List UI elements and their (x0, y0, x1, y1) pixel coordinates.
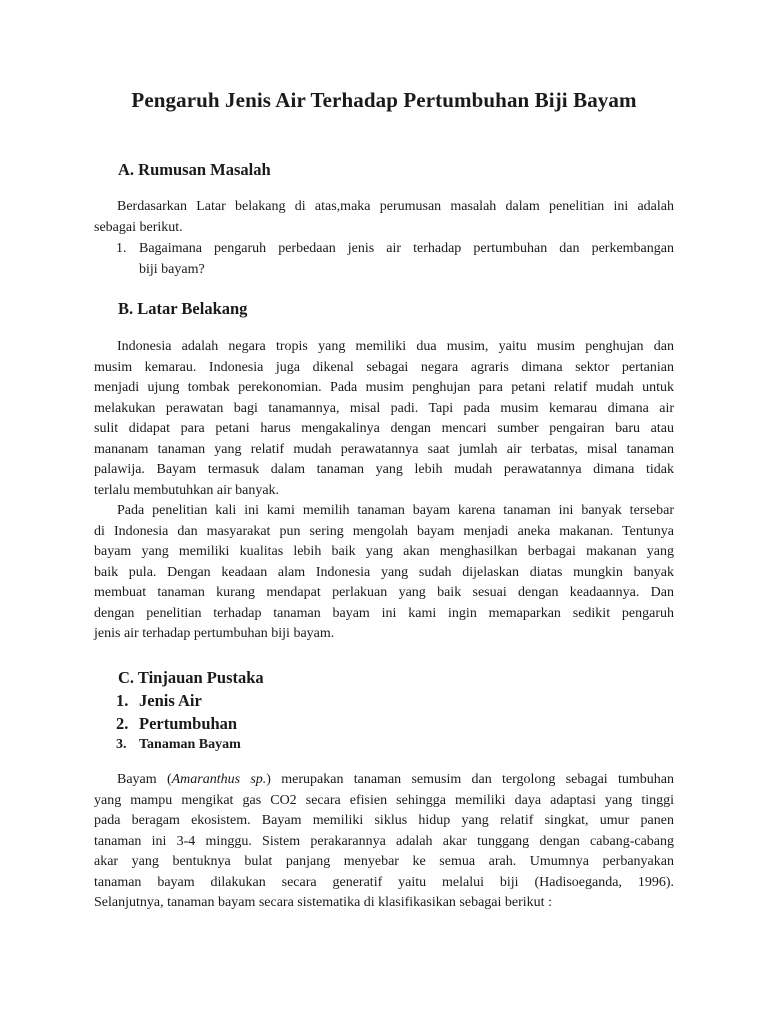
section-a-intro (94, 197, 674, 238)
paragraph-line: di Indonesia dan masyarakat pun sering mengolah bayam menjadi aneka makanan. Tentunya (94, 523, 674, 539)
paragraph-line: musim kemarau. Indonesia juga dikenal sebagai negara agraris dimana sektor pertanian (94, 359, 674, 375)
subsection-pertumbuhan (116, 714, 237, 734)
paragraph-line: baik pula. Dengan keadaan alam Indonesia yang sudah dijelaskan diatas mungkin banyak (94, 564, 674, 580)
paragraph-line: jenis air terhadap pertumbuhan biji bayam. (94, 626, 335, 641)
subsection-label: Pertumbuhan (139, 714, 238, 733)
subsection-number: 2. (116, 714, 129, 733)
list-item-number: 1. (116, 241, 127, 256)
paragraph-line: Pada penelitian kali ini kami memilih tanaman bayam karena tanaman ini banyak tersebar (117, 503, 674, 518)
paragraph-line: menjadi ujung tombak perekonomian. Pada musim penghujan para petani relatif mudah untuk (94, 380, 674, 395)
paragraph-line: tanaman ini 3-4 minggu. Sistem perakarannya adalah akar tunggang dengan cabang-cabang (94, 833, 674, 849)
list-item-line-2: biji bayam? (139, 261, 205, 277)
paragraph-line: bayam yang memiliki kualitas lebih baik yang akan menghasilkan berbagai makanan yang (94, 544, 674, 559)
section-c-paragraph (94, 770, 674, 914)
paragraph-line: melakukan perawatan bagi tanamannya, misal padi. Tapi pada musim kemarau dimana air (94, 400, 674, 416)
paragraph-line: Selanjutnya, tanaman bayam secara sistematika di klasifikasikan sebagai berikut : (94, 895, 552, 910)
paragraph-line: mananam tanaman yang relatif mudah perawatannya saat jumlah air terbatas, misal tanaman (94, 441, 674, 457)
section-b-heading: B. Latar Belakang (118, 299, 248, 318)
subsection-number: 3. (116, 737, 127, 752)
paragraph-line: tanaman bayam dilakukan secara generatif yaitu melalui biji (Hadisoeganda, 1996). (94, 874, 674, 890)
subsection-number: 1. (116, 691, 129, 710)
list-item (94, 239, 674, 280)
paragraph-line: sulit didapat para petani harus mengakalinya dengan mencari sumber pengairan baru atau (94, 421, 674, 436)
paragraph-line: yang mampu mengikat gas CO2 secara efisien sehingga memiliki daya adaptasi yang tinggi (94, 792, 674, 808)
subsection-label: Jenis Air (139, 691, 202, 710)
section-a-heading: A. Rumusan Masalah (118, 160, 271, 179)
paragraph-line: Indonesia adalah negara tropis yang memiliki dua musim, yaitu musim penghujan dan (117, 339, 674, 354)
list-item-line-1: Bagaimana pengaruh perbedaan jenis air terhadap pertumbuhan dan perkembangan (139, 241, 674, 256)
section-c-heading: C. Tinjauan Pustaka (118, 668, 264, 687)
paragraph-line: pada beragam ekosistem. Bayam memiliki siklus hidup yang relatif singkat, umur panen (94, 813, 674, 828)
paragraph-line: terlalu membutuhkan air banyak. (94, 482, 280, 498)
paragraph-line: dengan penelitian terhadap tanaman bayam ini kami ingin memaparkan sedikit pengaruh (94, 605, 674, 621)
scientific-name: Amaranthus sp. (171, 772, 267, 787)
paragraph-line: Bayam (Amaranthus sp.) merupakan tanaman semusim dan tergolong sebagai tumbuhan (117, 772, 674, 787)
section-a-intro-line-1: Berdasarkan Latar belakang di atas,maka perumusan masalah dalam penelitian ini adalah (117, 199, 674, 214)
paragraph-line: akar yang bentuknya bulat panjang menyebar ke semua arah. Umumnya perbanyakan (94, 854, 674, 869)
section-b-paragraph-2 (94, 501, 674, 645)
paragraph-line: palawija. Bayam termasuk dalam tanaman yang lebih mudah perawatannya dimana tidak (94, 462, 674, 477)
section-b-paragraph-1 (94, 337, 674, 501)
paragraph-line: membuat tanaman kurang mendapat perlakuan yang baik sesuai dengan keadaannya. Dan (94, 585, 674, 600)
subsection-label: Tanaman Bayam (139, 737, 241, 752)
subsection-jenis-air (116, 691, 202, 711)
section-a-intro-line-2: sebagai berikut. (94, 219, 183, 235)
page-title: Pengaruh Jenis Air Terhadap Pertumbuhan Biji Bayam (131, 88, 637, 112)
subsection-tanaman-bayam (116, 737, 241, 753)
